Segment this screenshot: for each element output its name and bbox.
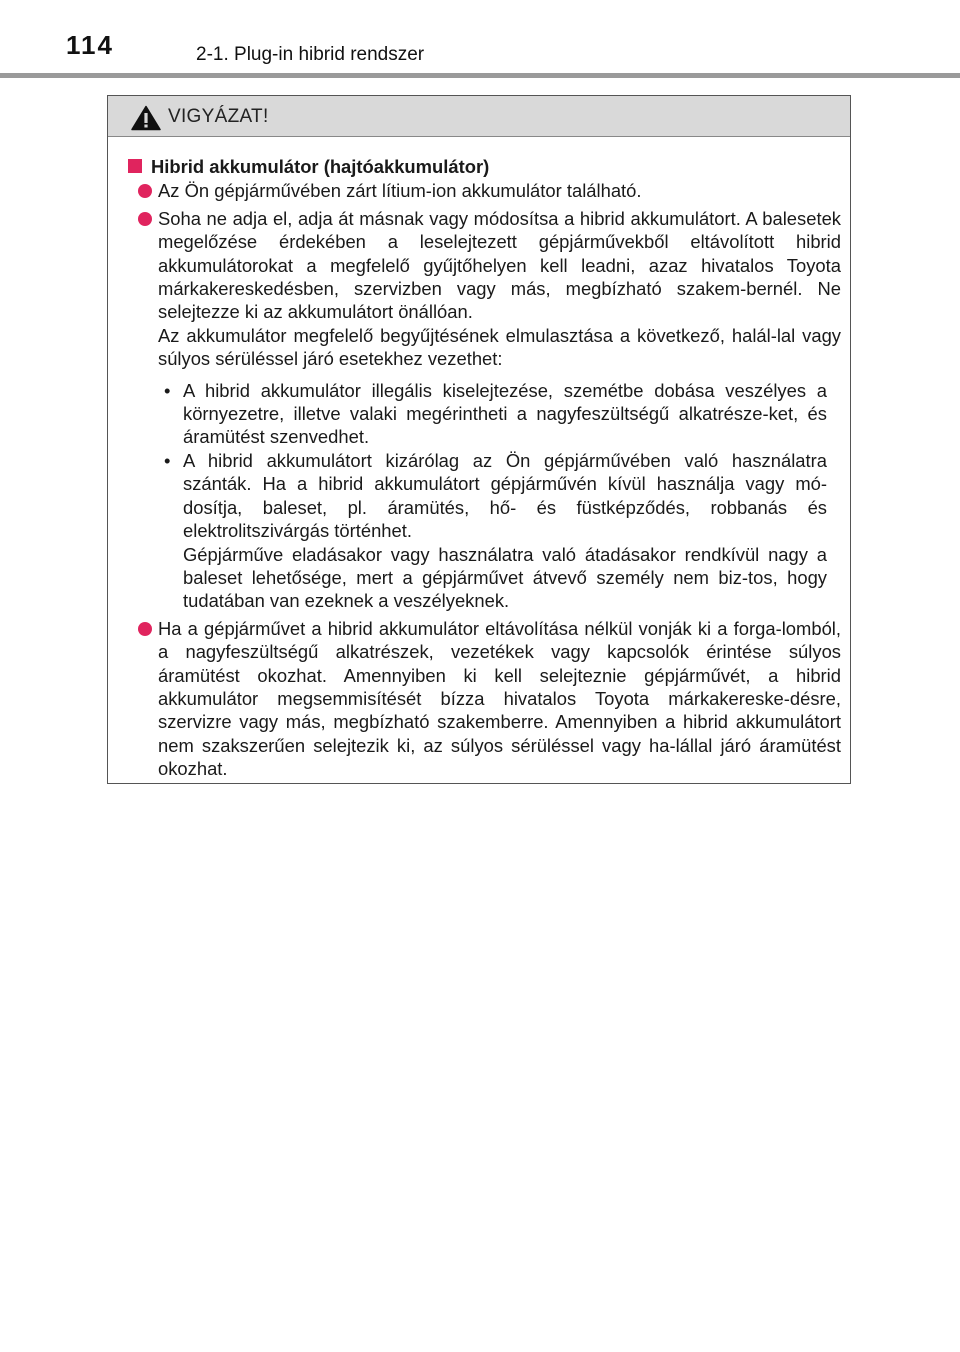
- warning-header: [108, 96, 850, 137]
- sub-bullet-mark: •: [164, 379, 171, 401]
- warning-box: [107, 95, 851, 784]
- warning-label: VIGYÁZAT!: [168, 106, 269, 127]
- sub-item: [158, 449, 841, 613]
- circle-bullet-icon: [138, 212, 152, 226]
- bullet-text: Ha a gépjárművet a hibrid akkumulátor eltávolítása nélkül vonják ki a forga-lomból, a nagyfeszültségű alkatrészek, vezetékek vagy kapcsolók érintése súlyos áramütést okozhat. Amennyiben ki kell selejteznie gépjárművét, a hibrid akkumulátor megsemmisítését bízza hivatalos Toyota márkakereske-désre, szervizre vagy más, megbízható szakemberre. Amennyiben a hibrid akkumulátort nem szakszerűen selejtezik ki, az súlyos sérüléssel vagy ha-lállal járó áramütést okozhat.: [158, 617, 841, 780]
- section-heading: [128, 155, 841, 178]
- section-title: Hibrid akkumulátor (hajtóakkumulátor): [151, 156, 490, 177]
- bullet-text: Soha ne adja el, adja át másnak vagy módosítsa a hibrid akkumulátort. A balesetek megelőzése érdekében a leselejtezett gépjárművekből eltávolított hibrid akkumulátorokat a megfelelő gyűjtőhelyen kell leadni, azaz hivatalos Toyota márkakereskedésben, szervizben vagy más, megbízható szakem-bernél. Ne selejtezze ki az akkumulátort önállóan.: [158, 207, 841, 323]
- warning-body: [108, 137, 850, 781]
- circle-bullet-icon: [138, 622, 152, 636]
- bullet-item: [138, 617, 841, 781]
- sub-text: A hibrid akkumulátort kizárólag az Ön gépjárművében való használatra szánták. Ha a hibrid akkumulátort gépjárművén kívül használja vagy mó-dosítja, baleset, pl. áramütés, hő- és füstképződés, robbanás és elektrolitszivárgás történhet.: [183, 449, 827, 542]
- bullet-item: [138, 207, 841, 613]
- square-bullet-icon: [128, 159, 142, 173]
- sub-item: [158, 379, 841, 449]
- sub-bullet-mark: •: [164, 449, 171, 471]
- page-header: [0, 0, 960, 80]
- bullet-text: Az Ön gépjárművében zárt lítium-ion akkumulátor található.: [158, 180, 642, 202]
- chapter-title: 2-1. Plug-in hibrid rendszer: [196, 44, 425, 65]
- page-number: 114: [66, 30, 114, 60]
- circle-bullet-icon: [138, 184, 152, 198]
- warning-triangle-icon: [131, 105, 161, 131]
- bullet-item: [138, 179, 841, 202]
- sub-text: Gépjárműve eladásakor vagy használatra való átadásakor rendkívül nagy a baleset lehetősége, mert a gépjárművet átvevő személy nem biz-tos, hogy tudatában van ezeknek a veszélyeknek.: [183, 543, 827, 612]
- bullet-text: Az akkumulátor megfelelő begyűjtésének elmulasztása a következő, halál-lal vagy súlyos sérüléssel járó esetekhez vezethet:: [158, 324, 841, 370]
- header-rule: [0, 73, 960, 78]
- sub-text: A hibrid akkumulátor illegális kiselejtezése, szemétbe dobása veszélyes a környezetre, illetve valaki megérintheti a nagyfeszültségű alkatrésze-ket, és áramütést szenvedhet.: [183, 379, 827, 448]
- sub-list: [158, 379, 841, 613]
